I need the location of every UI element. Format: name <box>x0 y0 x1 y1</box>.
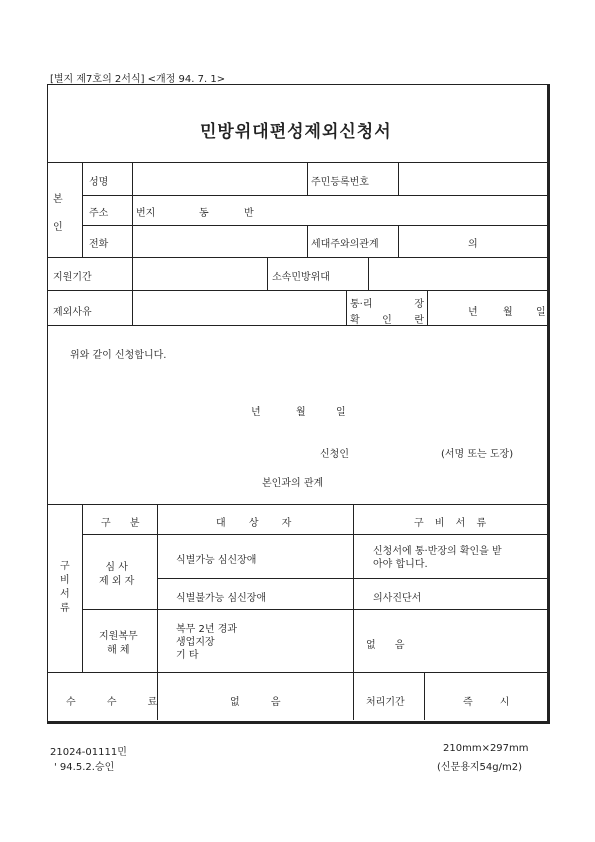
rule <box>307 225 308 257</box>
paper-spec: (신문용지54g/m2) <box>437 762 522 773</box>
rrn-label: 주민등록번호 <box>311 177 369 188</box>
row2-docs: 없 음 <box>366 640 413 651</box>
form-title: 민방위대편성제외신청서 <box>200 122 392 142</box>
householder-label: 세대주와의관계 <box>311 239 379 250</box>
address-label: 주소 <box>89 208 109 219</box>
docs-section-label: 구 비 서 류 <box>60 561 70 614</box>
row2-target: 복무 2년 경과 생업지장 기 타 <box>176 624 238 661</box>
address-beonji: 번지 <box>136 208 156 219</box>
rule <box>427 290 428 325</box>
rule <box>82 225 547 226</box>
processing-value: 즉 시 <box>463 697 522 708</box>
rule <box>132 257 133 325</box>
statement-text: 위와 같이 신청합니다. <box>70 350 167 361</box>
row1b-target: 식별불가능 심신장애 <box>176 593 267 604</box>
reason-date-month: 월 <box>503 307 513 318</box>
rule <box>157 578 547 579</box>
approval-note: ' 94.5.2.승인 <box>54 762 115 773</box>
rule <box>132 162 133 257</box>
form-reference: [별지 제7호의 2서식] <개정 94. 7. 1> <box>50 74 226 85</box>
rule <box>47 257 547 258</box>
applicant-section-label: 본 인 <box>53 194 63 233</box>
rule <box>424 672 425 720</box>
address-dong: 동 <box>199 208 209 219</box>
row1b-docs: 의사진단서 <box>373 593 422 604</box>
row1a-docs: 신청서에 통·반장의 확인을 받 아야 합니다. <box>373 546 502 570</box>
rule <box>157 504 158 672</box>
col-target: 대 상 자 <box>216 518 302 529</box>
rule <box>267 257 268 290</box>
form-code: 21024-01111민 <box>50 747 127 758</box>
rule <box>47 162 547 163</box>
name-label: 성명 <box>89 177 109 188</box>
fee-label: 수 수 료 <box>66 697 172 708</box>
rule <box>346 290 347 325</box>
rule <box>82 609 547 610</box>
rule <box>82 195 547 196</box>
rule <box>47 504 547 505</box>
confirm-label-1: 통·리 장 <box>350 299 424 310</box>
rule <box>47 672 547 673</box>
rule <box>82 162 83 257</box>
processing-label: 처리기간 <box>366 697 405 708</box>
paper-size: 210mm×297mm <box>443 743 529 754</box>
rule <box>398 225 399 257</box>
rule <box>82 534 547 535</box>
rule <box>307 162 308 195</box>
applicant-label: 신청인 <box>320 449 349 460</box>
name-field[interactable] <box>134 164 304 193</box>
rule <box>368 257 369 290</box>
statement-date-year: 년 <box>251 407 261 418</box>
fee-value: 없 음 <box>230 697 295 708</box>
statement-date-month: 월 <box>296 407 306 418</box>
householder-suffix: 의 <box>468 239 478 250</box>
unit-label: 소속민방위대 <box>272 272 330 283</box>
rule <box>82 504 83 672</box>
row1a-target: 식별가능 심신장애 <box>176 555 257 566</box>
col-documents: 구 비 서 류 <box>414 518 491 529</box>
rule <box>47 290 547 291</box>
reason-date-year: 년 <box>468 307 478 318</box>
relation-label: 본인과의 관계 <box>262 478 324 489</box>
phone-label: 전화 <box>89 239 109 250</box>
address-ban: 반 <box>244 208 254 219</box>
rule <box>353 672 354 720</box>
phone-field[interactable] <box>134 227 304 255</box>
rule <box>47 325 547 326</box>
rule <box>353 504 354 672</box>
reason-date-day: 일 <box>536 307 546 318</box>
support-period-label: 지원기간 <box>53 272 92 283</box>
signature-label: (서명 또는 도장) <box>441 449 514 460</box>
confirm-label-2: 확 인 란 <box>350 315 424 326</box>
col-category: 구 분 <box>101 518 148 529</box>
rule <box>398 162 399 195</box>
statement-date-day: 일 <box>336 407 346 418</box>
rrn-field[interactable] <box>400 164 544 193</box>
row1-category: 심 사 제 외 자 <box>99 562 135 587</box>
reason-label: 제외사유 <box>53 307 92 318</box>
row2-category: 지원복무 해 체 <box>99 631 138 656</box>
